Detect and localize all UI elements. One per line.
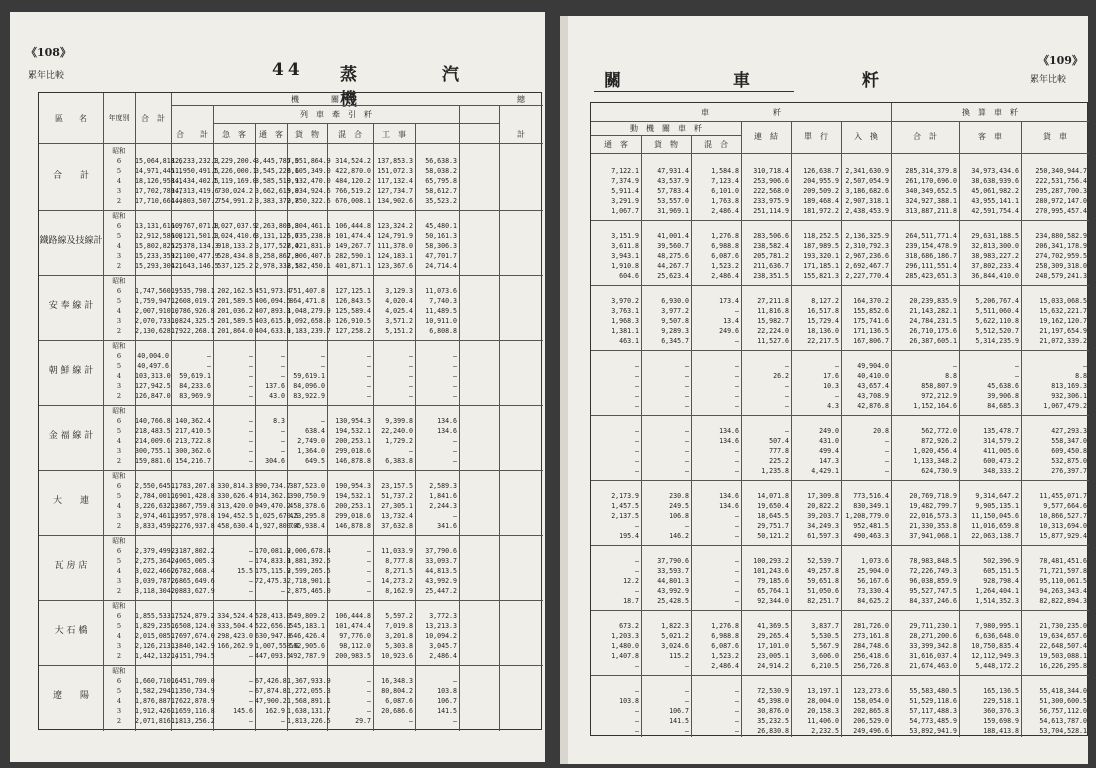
year-cell: 昭和 6 5 4 3 2 xyxy=(112,537,126,595)
value-cell: 47,931.4 43,537.9 57,783.4 53,557.0 31,969.1 xyxy=(657,166,689,215)
district-name: 合 計 xyxy=(52,171,89,181)
value-cell: — — 45,638.6 39,906.8 84,685.3 xyxy=(987,361,1019,410)
value-cell: 1,276.8 6,988.8 6,087.6 1,523.2 2,486.4 xyxy=(711,621,739,670)
value-cell: 202,162.5 201,589.5 201,036.2 201,589.5 201,864.0 xyxy=(217,286,253,335)
col-kei: 計 xyxy=(517,130,525,139)
value-cell: 3,837.7 5,530.5 5,567.9 3,606.0 6,210.5 xyxy=(811,621,839,670)
col-sha: 車 粁 xyxy=(701,108,781,117)
value-cell: — 103.8 106.7 141.5 — xyxy=(437,676,457,725)
value-cell: — — — — — xyxy=(409,351,413,400)
value-cell: 7,980,995.1 6,636,648.0 10,750,835.4 12,112,949.3 5,448,172.2 xyxy=(971,621,1019,670)
value-cell: 49,904.0 40,410.0 43,657.4 43,708.9 42,876.8 xyxy=(857,361,889,410)
value-cell: — — — — — xyxy=(735,556,739,605)
value-cell: — 638.4 2,749.0 1,364.0 649.5 xyxy=(297,416,325,465)
col-kongo: 混 合 xyxy=(338,130,362,139)
value-cell: 20.8 — — — — xyxy=(873,426,889,475)
value-cell: 1,855,533.7 1,829,235.6 2,015,085.7 2,126,213.3 1,442,132.4 xyxy=(135,611,179,660)
col-year: 年度別 xyxy=(108,114,130,122)
col-kongo: 混 合 xyxy=(704,140,728,149)
value-cell: — — — — — xyxy=(685,426,689,475)
value-cell: 230.8 249.5 106.8 — 146.2 xyxy=(669,491,689,540)
year-cell: 昭和 6 5 4 3 2 xyxy=(112,667,126,725)
year-cell: 昭和 6 5 4 3 2 xyxy=(112,602,126,660)
value-cell: 1,367,933.9 1,272,055.3 1,568,891.1 1,638,131.7 1,813,226.5 xyxy=(287,676,331,725)
value-cell: 13,131,616.9 12,912,586.8 15,802,825.5 15,233,359.1 15,293,304.1 xyxy=(135,221,183,270)
page-number: 《109》 xyxy=(1038,54,1083,67)
col-tanko: 單 行 xyxy=(804,132,828,141)
value-cell: — — — — — xyxy=(453,351,457,400)
header-label: 累年比較 xyxy=(1030,75,1067,85)
year-cell: 昭和 6 5 4 3 2 xyxy=(112,342,126,400)
value-cell: 3,970.2 3,763.1 1,968.3 1,381.1 463.1 xyxy=(611,296,639,345)
col-ressha: 列 車 牽 引 粁 xyxy=(300,110,372,119)
value-cell: — — — — — xyxy=(367,351,371,400)
value-cell: — — — 137.6 43.0 xyxy=(265,351,285,400)
value-cell: 134.6 134.6 — — — xyxy=(719,426,739,475)
year-cell: 昭和 6 5 4 3 2 xyxy=(112,472,126,530)
value-cell: 5,206,767.4 5,511,060.4 5,622,110.8 5,512,520.7 5,314,235.9 xyxy=(975,296,1019,345)
value-cell: 250,340,944.7 222,531,756.4 295,287,700.3 280,972,147.0 270,995,457.4 xyxy=(1035,166,1087,215)
district-name: 大 石 橋 xyxy=(54,626,88,636)
value-cell: 72,530.9 45,398.0 30,876.0 35,232.5 26,830.8 xyxy=(757,686,789,735)
value-cell: — — — — — xyxy=(635,361,639,410)
value-cell: 2,550,645.1 2,784,001.6 3,226,632.3 2,974,461.3 3,833,459.2 xyxy=(135,481,179,530)
district-name: 瓦 房 店 xyxy=(54,561,88,571)
col-iresha: 入 換 xyxy=(854,132,878,141)
col-hei: 急 客 xyxy=(222,130,246,139)
value-cell: 11,073.6 7,740.3 11,489.5 10,911.0 6,808.8 xyxy=(425,286,457,335)
value-cell: 37,790.6 33,093.7 44,813.5 43,992.9 25,447.2 xyxy=(425,546,457,595)
value-cell: 773,516.4 830,349.1 1,208,779.0 952,481.5 490,463.3 xyxy=(845,491,889,540)
value-cell: 334,524.4 333,504.4 298,423.0 166,262.9 — xyxy=(217,611,253,660)
value-cell: 1,027,037.9 1,024,410.6 918,133.2 528,434.8 537,125.2 xyxy=(213,221,257,270)
value-cell: 8.3 — — — 304.6 xyxy=(265,416,285,465)
value-cell: 249.0 431.0 499.4 147.3 4,429.1 xyxy=(811,426,839,475)
district-name: 大 連 xyxy=(52,496,89,506)
value-cell: 165,136.5 229,518.1 360,376.3 159,698.9 188,413.8 xyxy=(983,686,1019,735)
value-cell: 134.6 134.6 — — — xyxy=(719,491,739,540)
value-cell: — — — — — xyxy=(367,546,371,595)
binding-gutter xyxy=(560,16,568,764)
value-cell: — — 59,619.1 84,233.6 83,969.9 xyxy=(179,351,211,400)
value-cell: 170,081.9 174,833.0 175,115.9 72,475.3 — xyxy=(255,546,291,595)
value-cell: 427,293.3 558,347.0 609,450.8 532,875.0 276,397.7 xyxy=(1051,426,1087,475)
value-cell: 20,769,718.9 19,482,799.7 22,016,573.3 21,330,353.8 37,941,068.1 xyxy=(909,491,957,540)
value-cell: 37,790.6 33,593.7 44,801.3 43,992.9 25,428.5 xyxy=(657,556,689,605)
value-cell: — — 15.5 — — xyxy=(237,546,253,595)
col-kanzan: 換 算 車 粁 xyxy=(962,108,1018,117)
value-cell: 3,129.3 4,020.4 4,025.4 3,571.2 5,151.2 xyxy=(385,286,413,335)
value-cell: — 507.4 777.8 225.2 1,235.8 xyxy=(761,426,789,475)
value-cell: 173.4 — 13.4 249.6 — xyxy=(719,296,739,345)
value-cell: 52,539.7 49,257.8 59,651.8 51,050.6 82,251.7 xyxy=(807,556,839,605)
value-cell: 3,151.9 3,611.8 3,943.1 1,910.8 604.6 xyxy=(611,231,639,280)
value-cell: 56,638.3 58,038.2 65,795.8 58,612.7 35,523.2 xyxy=(425,156,457,205)
value-cell: 281,726.0 273,161.8 284,748.6 256,418.6 256,726.8 xyxy=(853,621,889,670)
col-kamotsu: 貨 物 xyxy=(654,140,678,149)
value-cell: — — — — — xyxy=(735,361,739,410)
value-cell: 8,127.2 16,517.8 15,729.4 18,136.0 22,217.5 xyxy=(807,296,839,345)
value-cell: 134.6 134.6 — — — xyxy=(437,416,457,465)
value-cell: 1,783,207.8 1,901,428.8 1,867,759.8 1,957,978.8 3,276,937.8 xyxy=(171,481,215,530)
value-cell: 2,589.3 1,841.6 2,244.3 — 341.6 xyxy=(429,481,457,530)
title-number: 44 xyxy=(272,60,304,80)
district-name: 安 奉 線 計 xyxy=(48,301,94,311)
value-cell: 451,973.4 406,094.5 407,893.3 403,615.9 404,633.0 xyxy=(255,286,291,335)
value-cell: 1,747,560.9 1,759,947.2 2,007,910.0 2,070,733.0 2,130,628.7 xyxy=(135,286,179,335)
page-number: 《108》 xyxy=(26,46,71,59)
col-tsuu: 通 客 xyxy=(259,130,283,139)
col-kasha: 貨 車 xyxy=(1043,132,1067,141)
value-cell: 17,309.8 20,822.2 39,203.7 34,249.3 61,597.3 xyxy=(807,491,839,540)
value-cell: 14,071.8 19,650.4 18,645.5 29,751.7 50,121.2 xyxy=(757,491,789,540)
value-cell: 283,506.6 238,582.4 205,781.2 211,636.7 238,351.5 xyxy=(753,231,789,280)
value-cell: 1,822.3 5,021.2 3,024.6 115.2 — xyxy=(661,621,689,670)
value-cell: 45,480.1 50,161.3 58,306.3 47,701.7 24,714.4 xyxy=(425,221,457,270)
value-cell: 2,341,630.9 2,507,054.9 3,186,682.6 2,907,318.1 2,438,453.9 xyxy=(845,166,889,215)
value-cell: 106,444.8 101,474.4 97,776.0 98,112.0 200,983.5 xyxy=(335,611,371,660)
col-district: 區 名 xyxy=(55,114,87,123)
value-cell: 314,524.2 422,870.0 484,120.2 766,519.2 676,008.1 xyxy=(335,156,371,205)
value-cell: 528,413.0 522,656.3 630,947.8 1,007,558.6 447,093.5 xyxy=(255,611,299,660)
district-name: 金 福 線 計 xyxy=(48,431,94,441)
value-cell: 123,273.6 158,054.0 202,865.8 206,529.0 249,496.6 xyxy=(853,686,889,735)
value-cell: — 103.8 — — — xyxy=(619,686,639,735)
value-cell: 1,524,879.2 1,508,124.0 1,697,674.0 1,840,142.9 1,151,794.5 xyxy=(171,611,215,660)
value-cell: 11,033.9 8,777.8 8,271.5 14,273.2 8,162.9 xyxy=(381,546,413,595)
value-cell: — — — — — xyxy=(249,416,253,465)
value-cell: 15,033,068.5 15,632,221.7 19,162,120.7 21,197,654.9 21,072,339.2 xyxy=(1039,296,1087,345)
value-cell: — — 12.2 — 18.7 xyxy=(623,556,639,605)
value-cell: 502,396.9 605,151.5 928,798.4 1,264,404.1 1,514,352.3 xyxy=(975,556,1019,605)
value-cell: 23,157.5 51,737.2 27,305.1 13,732.4 37,632.8 xyxy=(381,481,413,530)
value-cell: 2,263,803.8 3,131,126.6 3,177,527.4 3,258,862.8 2,978,332.1 xyxy=(255,221,299,270)
value-cell: 387,523.0 390,750.9 458,378.6 423,295.8 705,938.4 xyxy=(289,481,325,530)
value-cell: 1,584.8 7,123.4 6,101.0 1,763.8 2,486.4 xyxy=(711,166,739,215)
col-shukei: 總 xyxy=(517,95,525,104)
value-cell: 100,293.2 101,243.6 79,185.6 65,764.1 92,344.0 xyxy=(753,556,789,605)
value-cell: 2,136,325.9 2,310,792.3 2,967,236.6 2,692,467.7 2,227,770.4 xyxy=(845,231,889,280)
value-cell: 2,006,678.4 1,881,392.5 2,599,265.5 2,718,901.1 2,875,465.0 xyxy=(287,546,331,595)
value-cell: — 8.8 813,169.3 932,306.1 1,067,479.2 xyxy=(1043,361,1087,410)
value-cell: 11,455,071.7 9,577,664.6 10,866,527.7 10,313,694.0 15,877,929.4 xyxy=(1039,491,1087,540)
value-cell: 140,766.8 218,483.5 214,009.6 300,755.1 159,881.6 xyxy=(135,416,171,465)
value-cell: 16,348.3 80,804.2 6,087.6 20,686.6 — xyxy=(381,676,413,725)
value-cell: 137,853.3 151,072.3 117,132.4 127,734.7 134,902.6 xyxy=(377,156,413,205)
value-cell: 562,772.0 872,926.2 1,020,456.4 1,133,348.2 624,730.9 xyxy=(913,426,957,475)
right-page xyxy=(560,16,1088,764)
value-cell: 126,638.7 204,955.9 209,509.2 189,468.4 181,972.2 xyxy=(803,166,839,215)
value-cell: 1,276.8 6,988.8 6,087.6 1,523.2 2,486.4 xyxy=(711,231,739,280)
district-name: 遼 陽 xyxy=(52,691,89,701)
value-cell: 140,362.4 217,410.5 213,722.8 300,362.6 154,216.7 xyxy=(175,416,211,465)
value-cell: 751,407.8 864,471.8 1,048,279.9 1,092,658.0 1,183,239.7 xyxy=(287,286,331,335)
value-cell: 135,478.7 314,579.2 411,005.6 600,473.2 348,333.2 xyxy=(983,426,1019,475)
value-cell: 78,983,848.5 72,226,749.3 96,038,859.9 95,527,747.5 84,337,246.6 xyxy=(909,556,957,605)
year-cell: 昭和 6 5 4 3 2 xyxy=(112,212,126,270)
value-cell: 55,418,344.0 51,300,600.5 56,757,112.0 54,613,787.0 53,704,528.1 xyxy=(1039,686,1087,735)
value-cell: 7,122.1 7,374.9 5,911.4 3,291.9 1,067.7 xyxy=(611,166,639,215)
value-cell: 118,252.5 187,989.5 193,320.1 171,185.1 155,821.3 xyxy=(803,231,839,280)
col-renketsu: 連 結 xyxy=(754,132,778,141)
value-cell: 41,369.5 29,265.4 17,101.0 23,005.1 24,914.2 xyxy=(757,621,789,670)
value-cell: 1,535,798.1 1,608,019.7 1,786,926.8 1,824,325.5 1,922,268.1 xyxy=(171,286,215,335)
value-cell: 330,814.3 330,626.4 313,420.0 194,452.5 458,630.4 xyxy=(217,481,253,530)
value-cell: 41,001.4 39,560.7 48,275.6 44,267.7 25,623.4 xyxy=(657,231,689,280)
value-cell: 123,324.2 124,791.9 111,378.0 124,183.1 123,367.6 xyxy=(377,221,413,270)
value-cell: 164,370.2 155,852.6 175,741.6 171,136.5 167,806.7 xyxy=(853,296,889,345)
value-cell: — — 106.7 141.5 — xyxy=(669,686,689,735)
table-frame xyxy=(590,102,1088,736)
value-cell: 9,399.8 22,240.0 1,729.2 — 6,383.8 xyxy=(381,416,413,465)
value-cell: — — 59,619.1 84,096.0 83,922.9 xyxy=(293,351,325,400)
col-total: 合 計 xyxy=(141,114,165,123)
header-label: 累年比較 xyxy=(28,71,65,81)
value-cell: 9,314,647.2 9,905,135.1 11,150,045.6 11,016,659.8 22,063,138.7 xyxy=(971,491,1019,540)
value-cell: 78,481,451.6 71,721,597.8 95,110,061.5 94,263,343.4 82,822,894.3 xyxy=(1039,556,1087,605)
value-cell: 21,730,235.0 19,634,657.6 22,648,507.4 19,503,088.1 16,226,295.8 xyxy=(1039,621,1087,670)
value-cell: 12,233,232.3 11,950,491.5 14,434,402.5 14,313,419.6 14,803,507.2 xyxy=(171,156,219,205)
value-cell: 190,954.3 194,532.1 200,253.1 299,018.6 146,878.8 xyxy=(335,481,371,530)
value-cell: 3,772.3 13,213.3 10,094.2 3,045.7 2,486.4 xyxy=(425,611,457,660)
value-cell: 10,767,071.8 10,121,501.3 12,378,134.3 12,100,477.9 12,643,146.5 xyxy=(171,221,219,270)
value-cell: 2,187,802.2 2,065,005.3 2,782,668.4 2,865,649.6 2,883,627.9 xyxy=(171,546,215,595)
value-cell: — — — — — xyxy=(735,686,739,735)
value-cell: 1,229,200.4 1,226,000.1 1,119,169.0 730,024.2 754,991.2 xyxy=(213,156,257,205)
value-cell: 1,660,710.6 1,582,294.1 1,876,887.7 1,912,426.1 2,071,816.1 xyxy=(135,676,179,725)
page-title: 蒸 汽 機 xyxy=(340,65,544,110)
value-cell: 285,314,379.8 261,170,696.0 340,349,652.5 324,927,388.1 313,887,211.8 xyxy=(905,166,957,215)
table-frame xyxy=(38,92,542,730)
value-cell: 34,973,434.6 38,638,939.6 45,061,982.2 43,955,141.1 42,591,754.4 xyxy=(971,166,1019,215)
col-doryoku: 動 機 關 車 粁 xyxy=(630,124,702,133)
value-cell: — — — — — xyxy=(249,351,253,400)
value-cell: 6,930.0 3,977.2 9,507.8 9,289.3 6,345.7 xyxy=(661,296,689,345)
value-cell: 55,583,480.5 51,529,118.6 57,117,488.3 54,773,485.9 53,892,941.9 xyxy=(909,686,957,735)
value-cell: 13,197.1 28,004.0 20,158.3 11,406.0 2,232.5 xyxy=(807,686,839,735)
value-cell: 310,718.4 253,906.6 222,568.0 233,975.9 251,114.9 xyxy=(753,166,789,215)
value-cell: 15,064,818.6 14,971,445.1 18,126,958.1 17,702,789.7 17,710,664.4 xyxy=(135,156,183,205)
page-title: 關 車 粁 xyxy=(604,71,905,91)
year-cell: 昭和 6 5 4 3 2 xyxy=(112,147,126,205)
value-cell: 7,051,864.9 6,605,349.0 9,132,470.0 9,034,924.6 9,850,322.6 xyxy=(287,156,331,205)
year-cell: 昭和 6 5 4 3 2 xyxy=(112,407,126,465)
value-cell: 549,809.2 545,183.1 646,426.4 562,905.6 492,787.9 xyxy=(289,611,325,660)
value-cell: 890,734.7 914,362.1 949,470.2 1,025,670.5 1,927,800.4 xyxy=(255,481,299,530)
value-cell: 264,511,771.4 239,154,478.9 318,686,186.7 296,111,551.4 285,423,651.3 xyxy=(905,231,957,280)
col-gokei: 合 計 xyxy=(913,132,937,141)
value-cell: 29,711,230.1 28,271,200.6 33,399,342.8 31,616,037.4 21,674,463.0 xyxy=(909,621,957,670)
col-kikan: 機 關 xyxy=(291,95,339,104)
value-cell: 40,004.0 40,497.6 103,313.0 127,942.5 126,847.0 xyxy=(135,351,171,400)
value-cell: 673.2 1,203.3 1,480.0 1,407.8 — xyxy=(611,621,639,670)
value-cell: 29,631,188.5 32,813,300.0 38,983,227.2 37,802,233.4 36,844,410.0 xyxy=(971,231,1019,280)
value-cell: 130,954.3 194,532.1 200,253.1 299,018.6 146,878.8 xyxy=(335,416,371,465)
value-cell: 106,444.8 101,474.4 149,267.7 282,590.1 401,871.1 xyxy=(335,221,371,270)
col-kamotsu: 貨 物 xyxy=(295,130,319,139)
value-cell: 2,173.9 1,457.5 2,137.5 — 195.4 xyxy=(611,491,639,540)
value-cell: 5,597.2 7,019.8 3,201.8 5,303.8 10,923.6 xyxy=(381,611,413,660)
value-cell: — — — — 29.7 xyxy=(355,676,371,725)
value-cell: 20,239,835.9 21,143,282.1 24,784,231.5 26,710,175.6 26,387,605.1 xyxy=(909,296,957,345)
col-kouji: 工 事 xyxy=(382,130,406,139)
value-cell: — — — — — xyxy=(685,361,689,410)
value-cell: 127,125.1 126,843.5 125,589.4 126,910.5 127,258.2 xyxy=(335,286,371,335)
value-cell: — 17.6 10.3 — 4.3 xyxy=(823,361,839,410)
value-cell: 6,304,461.1 5,735,238.8 8,021,831.0 7,906,407.6 8,582,450.1 xyxy=(287,221,331,270)
value-cell: 2,379,499.3 2,275,364.4 3,022,466.6 3,039,787.6 3,118,304.0 xyxy=(135,546,179,595)
value-cell: 234,880,582.9 206,341,178.9 274,702,959.5 258,309,318.0 248,579,241.3 xyxy=(1035,231,1087,280)
value-cell: 3,445,785.5 3,545,220.1 3,585,510.9 3,662,615.8 3,383,372.7 xyxy=(255,156,299,205)
district-name: 鐵路線及技線計 xyxy=(39,236,103,246)
value-cell: — — — 145.6 — xyxy=(233,676,253,725)
col-tsuu: 通 客 xyxy=(604,140,628,149)
value-cell: 1,451,709.0 1,350,734.9 1,622,878.9 1,659,116.8 1,813,256.2 xyxy=(171,676,215,725)
district-name: 朝 鮮 線 計 xyxy=(48,366,94,376)
value-cell: 67,426.8 67,874.8 47,900.2 162.9 — xyxy=(255,676,287,725)
value-cell: 1,073.6 25,904.0 56,167.6 73,330.4 84,625.2 xyxy=(857,556,889,605)
col-kyaku: 客 車 xyxy=(978,132,1002,141)
value-cell: — 8.8 858,807.9 972,212.9 1,152,164.6 xyxy=(913,361,957,410)
left-page xyxy=(10,12,545,762)
value-cell: 27,211.8 11,816.8 15,982.7 22,224.0 11,527.6 xyxy=(757,296,789,345)
col-gokei: 合 計 xyxy=(176,130,208,139)
value-cell: — — — — — xyxy=(635,426,639,475)
year-cell: 昭和 6 5 4 3 2 xyxy=(112,277,126,335)
value-cell: — 26.2 — — — xyxy=(773,361,789,410)
